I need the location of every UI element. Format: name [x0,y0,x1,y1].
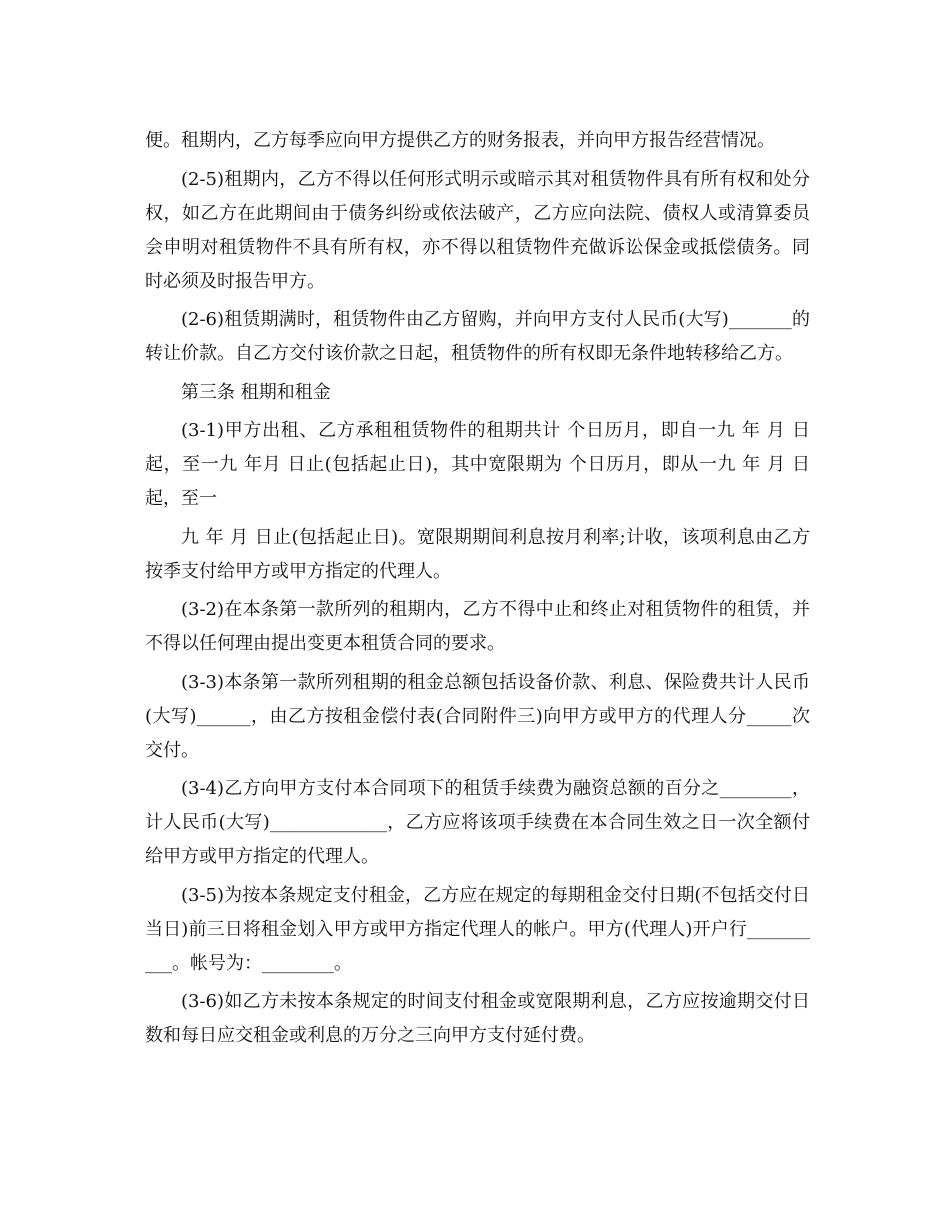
paragraph-3-4: (3-4)乙方向甲方支付本合同项下的租赁手续费为融资总额的百分之________，计人民币(大写)_____________，乙方应将该项手续费在本合同生效之日一次全额付给甲方或甲方指定的代理人。 [145,778,810,867]
paragraph-3-6: (3-6)如乙方未按本条规定的时间支付租金或宽限期利息，乙方应按逾期交付日数和每日应交租金或利息的万分之三向甲方支付延付费。 [145,991,810,1046]
paragraph-3-1-continued: 九 年 月 日止(包括起止日)。宽限期期间利息按月利率;计收，该项利息由乙方按季支付给甲方或甲方指定的代理人。 [145,526,810,582]
paragraph-3-5: (3-5)为按本条规定支付租金，乙方应在规定的每期租金交付日期(不包括交付日当日)前三日将租金划入甲方或甲方指定代理人的帐户。甲方(代理人)开户行__________。帐号为：________。 [145,884,810,974]
paragraph-2-6: (2-6)租赁期满时，租赁物件由乙方留购，并向甲方支付人民币(大写)_______的转让价款。自乙方交付该价款之日起，租赁物件的所有权即无条件地转移给乙方。 [145,309,810,364]
paragraph-2-5: (2-5)租期内，乙方不得以任何形式明示或暗示其对租赁物件具有所有权和处分权，如乙方在此期间由于债务纠纷或依法破产，乙方应向法院、债权人或清算委员会申明对租赁物件不具有所有权，亦不得以租赁物件充做诉讼保金或抵偿债务。同时必须及时报告甲方。 [145,168,810,292]
section-heading-article-3: 第三条 租期和租金 [181,381,331,403]
paragraph-3-2: (3-2)在本条第一款所列的租期内，乙方不得中止和终止对租赁物件的租赁，并不得以任何理由提出变更本租赁合同的要求。 [145,599,810,654]
document-body [145,124,810,1058]
paragraph-1: 便。租期内，乙方每季应向甲方提供乙方的财务报表，并向甲方报告经营情况。 [145,130,775,151]
paragraph-3-3: (3-3)本条第一款所列租期的租金总额包括设备价款、利息、保险费共计人民币(大写)______，由乙方按租金偿付表(合同附件三)向甲方或甲方的代理人分_____次交付。 [145,671,810,761]
paragraph-3-1: (3-1)甲方出租、乙方承租租赁物件的租期共计 个日历月，即自一九 年 月 日起，至一九 年月 日止(包括起止日)，其中宽限期为 个日历月，即从一九 年 月 日起，至一 [145,420,810,509]
